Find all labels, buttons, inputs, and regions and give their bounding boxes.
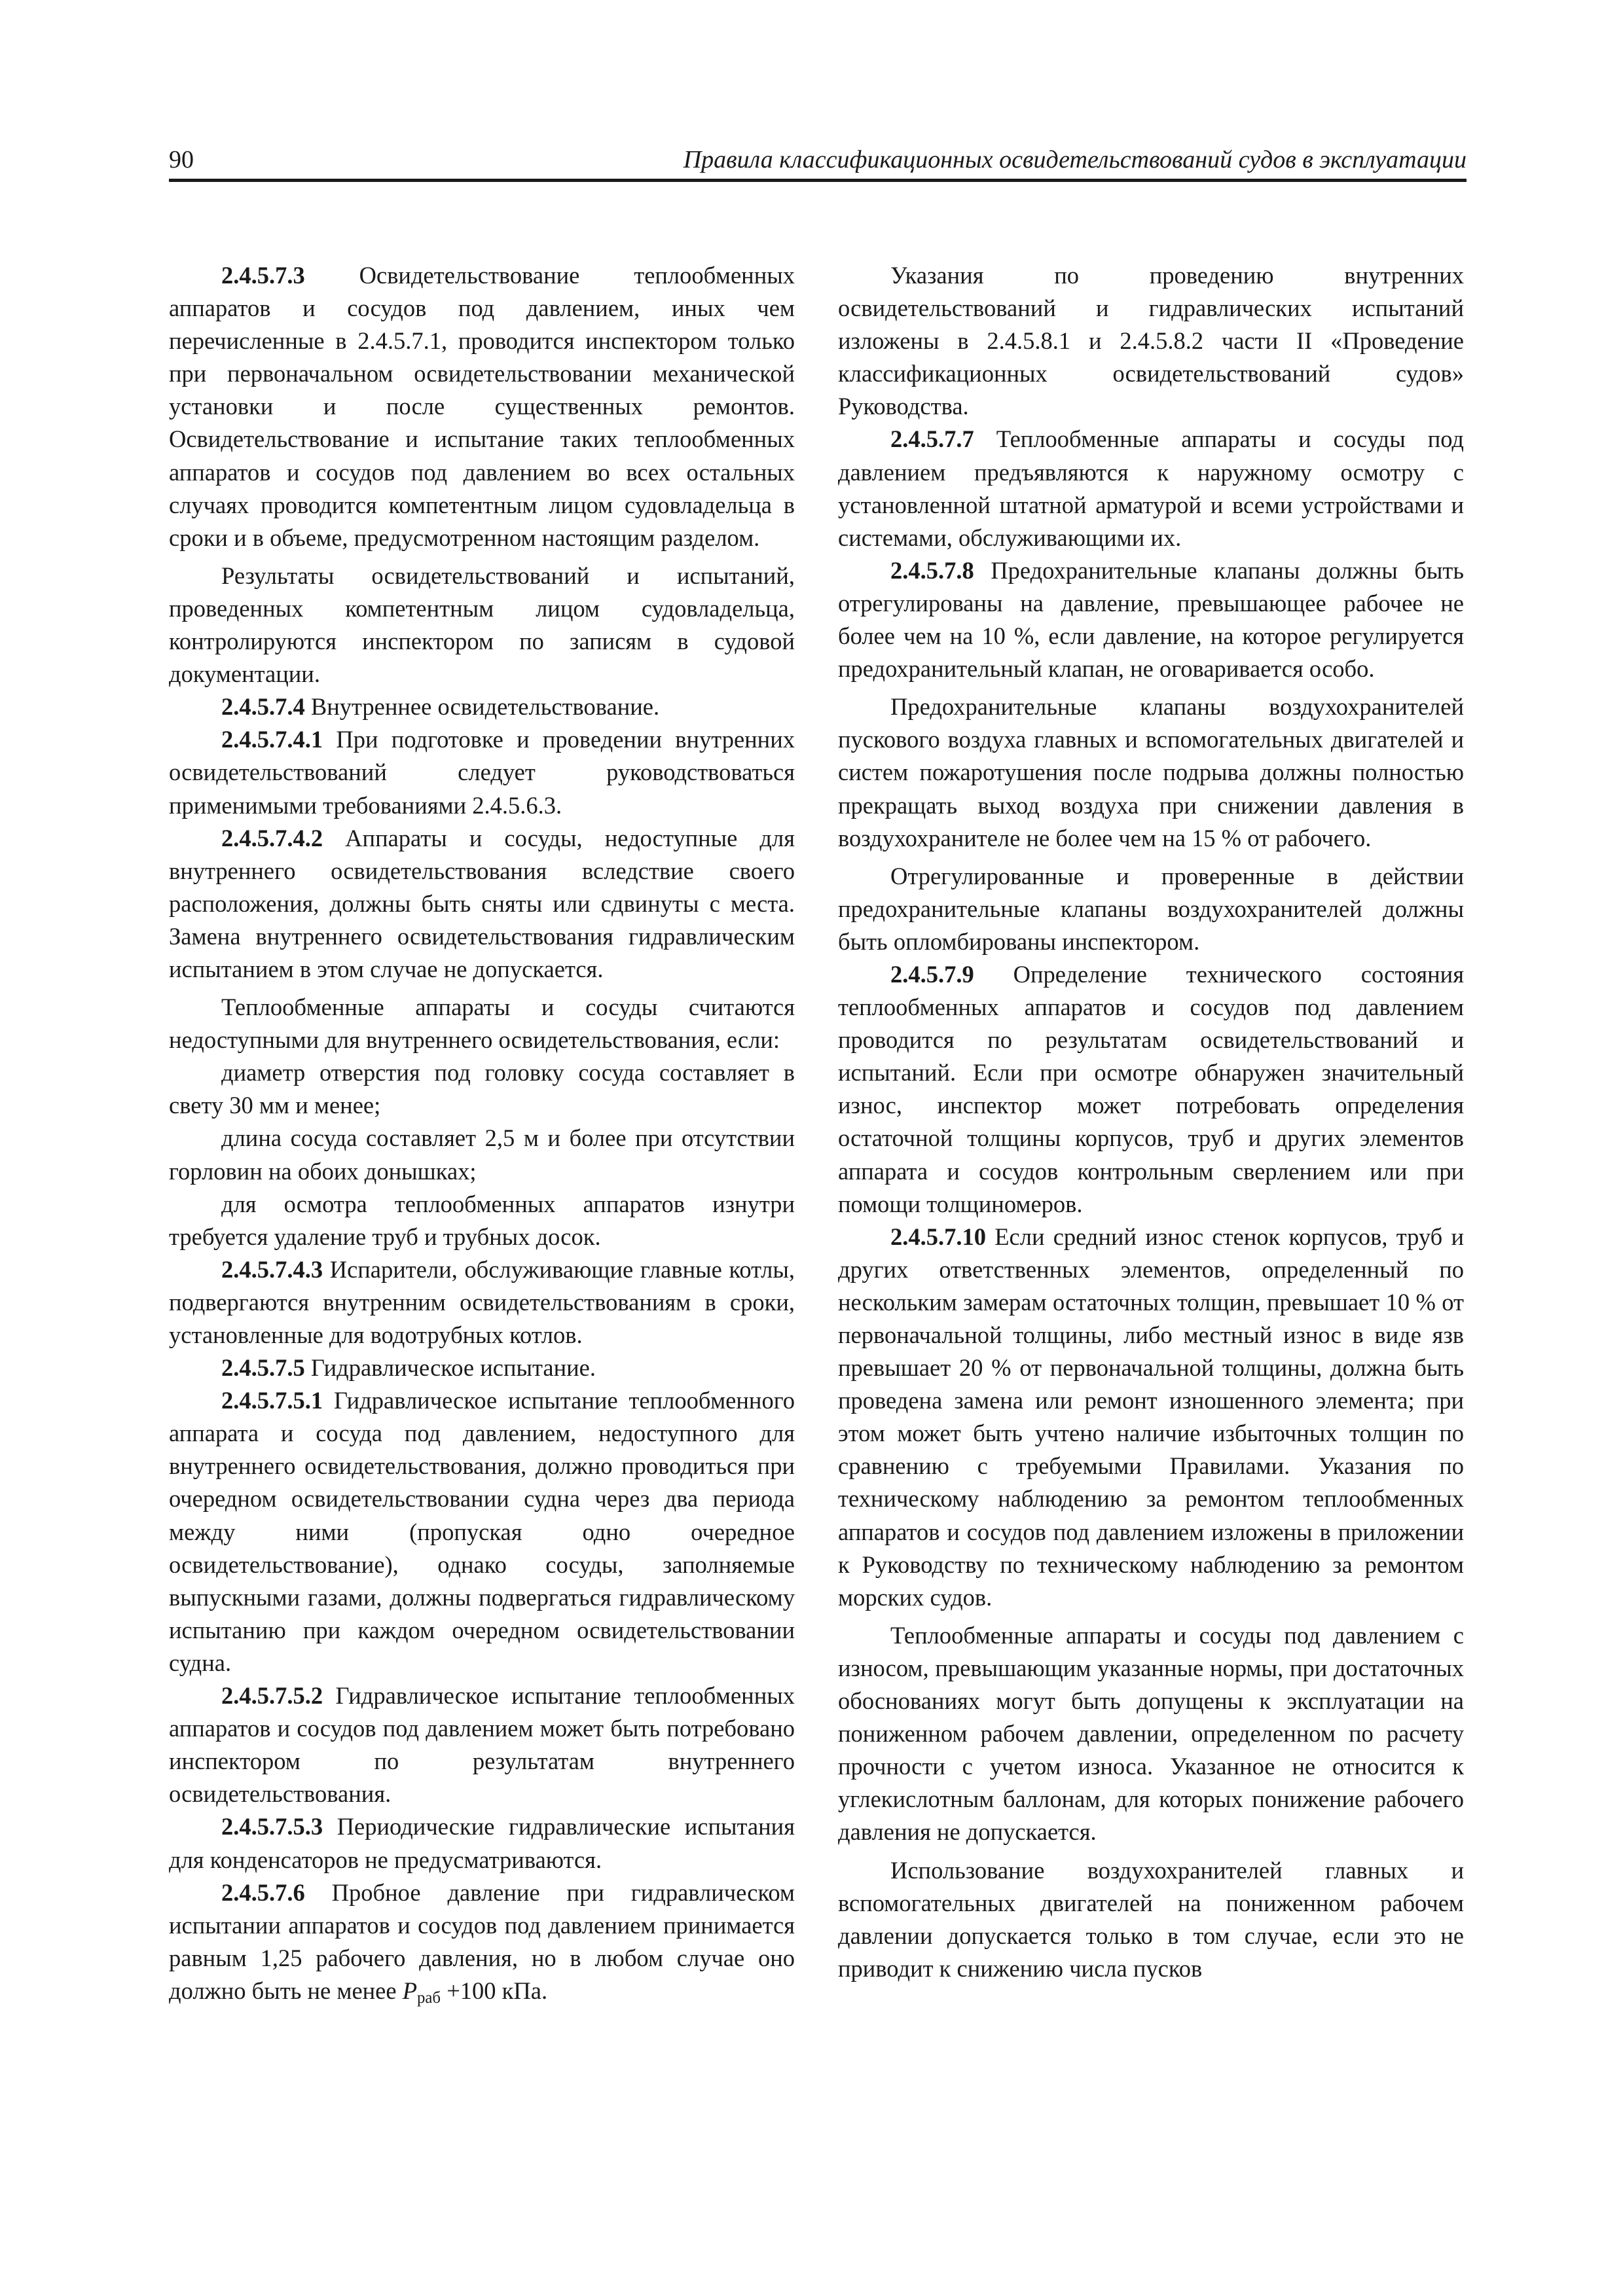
paragraph (838, 1619, 1464, 1849)
paragraph-text: Пробное давление при гидравлическом испытании аппаратов и сосудов под давлением принимается равным 1,25 рабочего давления, но в любом случае оно должно быть не менее (169, 1878, 795, 2004)
list-item (169, 1188, 795, 1253)
clause-number: 2.4.5.7.4.2 (221, 824, 323, 852)
paragraph-2-4-5-7-5 (169, 1352, 795, 1384)
paragraph-text: Если средний износ стенок корпусов, труб и других ответственных элементов, определенный по нескольким замерам остаточных толщин, превышает 10 % от первоначальной толщины, либо местный износ в виде язв превышает 20 % от первоначальной толщины, должна быть проведена замена или ремонт изношенного элемента; при этом может быть учтено наличие избыточных толщин по сравнению с требуемыми Правилами. Указания по техническому наблюдению за ремонтом теплообменных аппаратов и сосудов под давлением изложены в приложении к Руководству по техническому наблюдению за ремонтом морских судов. (838, 1223, 1465, 1611)
clause-number: 2.4.5.7.5 (221, 1354, 305, 1382)
clause-number: 2.4.5.7.4.3 (221, 1255, 323, 1283)
right-column (838, 259, 1464, 1985)
paragraph-text: Результаты освидетельствований и испытаний, проведенных компетентным лицом судовладельца, контролируются инспектором по записям в судовой документации. (169, 562, 795, 688)
clause-number: 2.4.5.7.4 (221, 693, 305, 721)
paragraph (169, 991, 795, 1056)
paragraph-text: Освидетельствование теплообменных аппаратов и сосудов под давлением, иных чем перечисленные в 2.4.5.7.1, проводится инспектором только при первоначальном освидетельствовании механической установки и после существенных ремонтов. Освидетельствование и испытание таких теплообменных аппаратов и сосудов под давлением во всех остальных случаях проводится компетентным лицом судовладельца в сроки и в объеме, предусмотренном настоящим разделом. (169, 262, 795, 551)
paragraph-2-4-5-7-10 (838, 1221, 1464, 1614)
clause-number: 2.4.5.7.10 (890, 1223, 986, 1250)
paragraph-text: диаметр отверстия под головку сосуда составляет в свету 30 мм и менее; (169, 1059, 795, 1119)
pressure-subscript: раб (417, 1989, 441, 2007)
paragraph-text: для осмотра теплообменных аппаратов изнутри требуется удаление труб и трубных досок. (169, 1190, 795, 1250)
paragraph-text: Гидравлическое испытание теплообменного аппарата и сосуда под давлением, недоступного для внутреннего освидетельствования, должно проводиться при очередном освидетельствовании судна через два периода между ними (пропуская одно очередное освидетельствование), однако сосуды, заполняемые выпускными газами, должны подвергаться гидравлическому испытанию при каждом очередном освидетельствовании судна. (169, 1387, 795, 1676)
paragraph (838, 1854, 1464, 1985)
paragraph (838, 691, 1464, 854)
paragraph-text: Отрегулированные и проверенные в действии предохранительные клапаны воздухохранителей должны быть опломбированы инспектором. (838, 862, 1464, 955)
paragraph-2-4-5-7-7 (838, 423, 1464, 554)
paragraph-text: Теплообменные аппараты и сосуды считаются недоступными для внутреннего освидетельствования, если: (169, 994, 795, 1054)
paragraph-text: Предохранительные клапаны воздухохранителей пускового воздуха главных и вспомогательных двигателей и систем пожаротушения после подрыва должны полностью прекращать выход воздуха при снижении давления в воздухохранителе не более чем на 15 % от рабочего. (838, 693, 1464, 852)
paragraph-text: При подготовке и проведении внутренних освидетельствований следует руководствоваться применимыми требованиями 2.4.5.6.3. (169, 726, 795, 819)
running-title: Правила классификационных освидетельствований судов в эксплуатации (683, 146, 1467, 173)
paragraph-text: +100 кПа. (447, 1977, 548, 2004)
clause-number: 2.4.5.7.3 (221, 262, 305, 289)
paragraph-2-4-5-7-9 (838, 958, 1464, 1221)
clause-number: 2.4.5.7.5.1 (221, 1387, 323, 1414)
paragraph (838, 860, 1464, 958)
clause-number: 2.4.5.7.5.3 (221, 1813, 323, 1840)
paragraph (169, 560, 795, 691)
paragraph-text: Предохранительные клапаны должны быть отрегулированы на давление, превышающее рабочее не более чем на 10 %, если давление, на которое регулируется предохранительный клапан, не оговаривается особо. (838, 556, 1464, 683)
paragraph-text: Испарители, обслуживающие главные котлы, подвергаются внутренним освидетельствованиям в сроки, установленные для водотрубных котлов. (169, 1255, 795, 1348)
paragraph-2-4-5-7-4 (169, 691, 795, 723)
paragraph-2-4-5-7-5-1 (169, 1384, 795, 1679)
paragraph (838, 259, 1464, 423)
left-column (169, 259, 795, 2007)
paragraph-2-4-5-7-4-3 (169, 1253, 795, 1352)
header-rule (169, 179, 1467, 182)
paragraph-2-4-5-7-3 (169, 259, 795, 554)
clause-number: 2.4.5.7.8 (890, 556, 974, 584)
page-header (169, 145, 1467, 182)
pressure-symbol: P (402, 1977, 418, 2004)
paragraph-text: Аппараты и сосуды, недоступные для внутреннего освидетельствования вследствие своего расположения, должны быть сняты или сдвинуты с места. Замена внутреннего освидетельствования гидравлическим испытанием в этом случае не допускается. (169, 824, 795, 982)
clause-number: 2.4.5.7.7 (890, 425, 974, 453)
clause-number: 2.4.5.7.6 (221, 1878, 305, 1906)
clause-number: 2.4.5.7.4.1 (221, 726, 323, 753)
list-item (169, 1122, 795, 1187)
paragraph-text: Использование воздухохранителей главных и вспомогательных двигателей на пониженном рабочем давлении допускается только в том случае, если это не приводит к снижению числа пусков (838, 1856, 1464, 1982)
paragraph-text: Теплообменные аппараты и сосуды под давлением с износом, превышающим указанные нормы, при достаточных обоснованиях могут быть допущены к эксплуатации на пониженном рабочем давлении, определенном по расчету прочности с учетом износа. Указанное не относится к углекислотным баллонам, для которых понижение рабочего давления не допускается. (838, 1621, 1464, 1846)
paragraph-2-4-5-7-4-2 (169, 822, 795, 986)
list-item (169, 1056, 795, 1122)
paragraph-text: Теплообменные аппараты и сосуды под давлением предъявляются к наружному осмотру с установленной штатной арматурой и всеми устройствами и системами, обслуживающими их. (838, 425, 1464, 551)
paragraph-text: Гидравлическое испытание теплообменных аппаратов и сосудов под давлением может быть потребовано инспектором по результатам внутреннего освидетельствования. (169, 1682, 795, 1808)
paragraph-2-4-5-7-4-1 (169, 723, 795, 821)
clause-number: 2.4.5.7.5.2 (221, 1682, 323, 1710)
paragraph-2-4-5-7-8 (838, 554, 1464, 685)
paragraph-text: Указания по проведению внутренних освидетельствований и гидравлических испытаний изложены в 2.4.5.8.1 и 2.4.5.8.2 части II «Проведение классификационных освидетельствований судов» Руководства. (838, 262, 1464, 420)
paragraph-text: Периодические гидравлические испытания для конденсаторов не предусматриваются. (169, 1813, 795, 1873)
page-number: 90 (169, 146, 194, 173)
paragraph-text: Гидравлическое испытание. (310, 1354, 596, 1382)
paragraph-2-4-5-7-5-2 (169, 1679, 795, 1810)
paragraph-text: Внутреннее освидетельствование. (310, 693, 660, 721)
clause-number: 2.4.5.7.9 (890, 960, 974, 988)
paragraph-2-4-5-7-5-3 (169, 1810, 795, 1876)
paragraph-text: длина сосуда составляет 2,5 м и более при отсутствии горловин на обоих донышках; (169, 1124, 795, 1185)
paragraph-text: Определение технического состояния теплообменных аппаратов и сосудов под давлением проводится по результатам освидетельствований и испытаний. Если при осмотре обнаружен значительный износ, инспектор может потребовать определения остаточной толщины корпусов, труб и других элементов аппарата и сосудов контрольным сверлением или при помощи толщиномеров. (838, 960, 1465, 1217)
paragraph-2-4-5-7-6 (169, 1876, 795, 2007)
